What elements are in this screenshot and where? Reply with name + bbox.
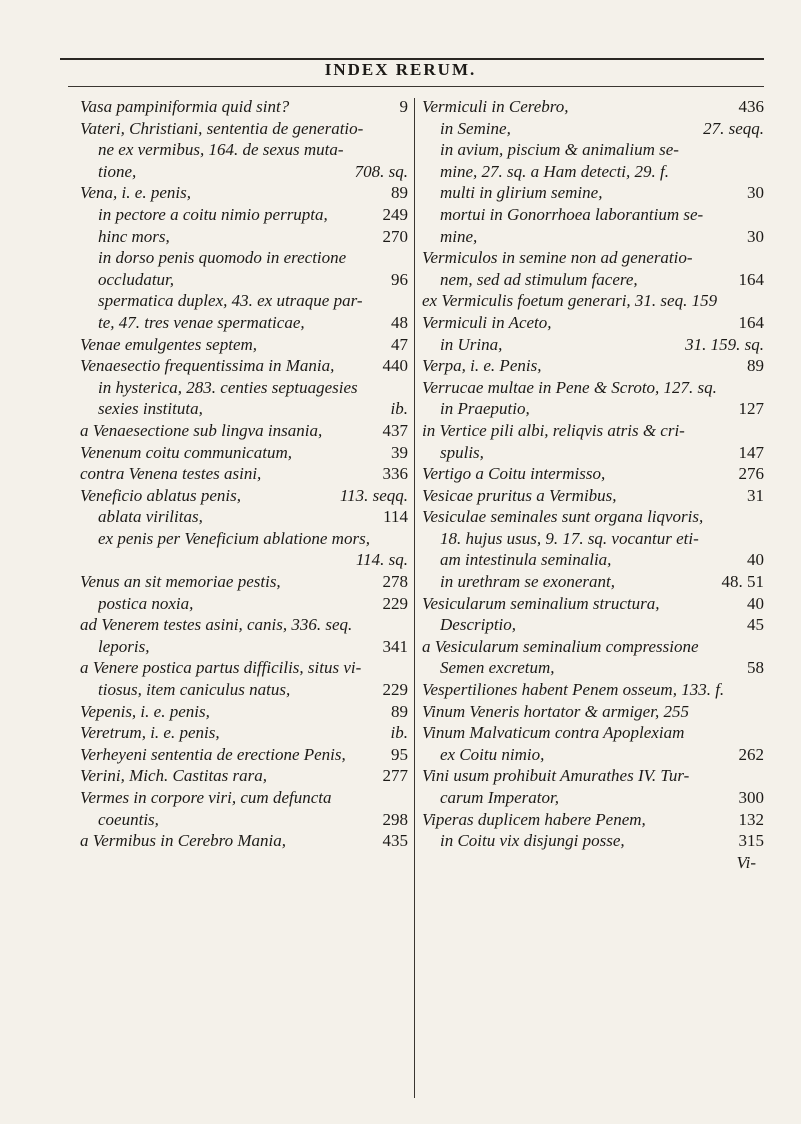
entry-text: contra Venena testes asini, bbox=[80, 464, 262, 484]
running-header: INDEX RERUM. bbox=[324, 60, 477, 79]
entry-text: postica noxia, bbox=[98, 593, 194, 613]
entry-text: Vasa pampiniformia quid sint? bbox=[80, 97, 290, 116]
entry-text: ex Coitu nimio, bbox=[440, 744, 545, 764]
index-entry bbox=[422, 269, 764, 291]
index-entry bbox=[422, 593, 764, 615]
index-entry bbox=[80, 657, 408, 679]
entry-text: ex Vermiculis foetum generari, 31. seq. 159 bbox=[422, 291, 718, 311]
entry-page: 30 bbox=[747, 226, 764, 246]
entry-page: 30 bbox=[747, 183, 764, 203]
entry-page: 277 bbox=[382, 766, 408, 786]
entry-text: Vepenis, i. e. penis, bbox=[80, 701, 210, 721]
index-column-right bbox=[422, 96, 764, 873]
entry-text: a Venere postica partus difficilis, situs vi- bbox=[80, 658, 362, 678]
entry-text: in hysterica, 283. centies septuagesies bbox=[98, 377, 358, 397]
entry-page: 276 bbox=[738, 464, 764, 484]
entry-text: Vena, i. e. penis, bbox=[80, 183, 191, 203]
index-entry bbox=[80, 636, 408, 658]
index-entry bbox=[422, 787, 764, 809]
entry-text: ad Venerem testes asini, canis, 336. seq. bbox=[80, 615, 353, 635]
entry-text: te, 47. tres venae spermaticae, bbox=[98, 312, 305, 332]
entry-page: 708. sq. bbox=[354, 161, 408, 181]
entry-text: Vermiculos in semine non ad generatio- bbox=[422, 248, 693, 268]
index-entry bbox=[80, 614, 408, 636]
index-entry bbox=[80, 118, 408, 140]
entry-text: in Vertice pili albi, reliqvis atris & cri- bbox=[422, 420, 685, 440]
index-entry bbox=[80, 204, 408, 226]
index-entry bbox=[80, 549, 408, 571]
entry-text: occludatur, bbox=[98, 269, 175, 289]
entry-text: hinc mors, bbox=[98, 226, 170, 246]
index-entry bbox=[80, 420, 408, 442]
entry-text: in dorso penis quomodo in erectione bbox=[98, 248, 347, 268]
entry-page: 229 bbox=[382, 593, 408, 613]
index-entry bbox=[422, 420, 764, 442]
entry-text: 18. hujus usus, 9. 17. sq. vocantur eti- bbox=[440, 528, 699, 548]
index-entry bbox=[80, 226, 408, 248]
index-entry bbox=[80, 722, 408, 744]
index-entry bbox=[80, 787, 408, 809]
entry-text: Verpa, i. e. Penis, bbox=[422, 356, 542, 376]
index-entry bbox=[422, 506, 764, 528]
index-entry bbox=[80, 571, 408, 593]
entry-text: coeuntis, bbox=[98, 809, 159, 829]
index-entry bbox=[80, 744, 408, 766]
entry-text: Semen excretum, bbox=[440, 658, 555, 678]
entry-page: 39 bbox=[391, 442, 408, 462]
index-entry bbox=[422, 442, 764, 464]
index-entry bbox=[422, 139, 764, 161]
entry-text: Veretrum, i. e. penis, bbox=[80, 723, 220, 743]
entry-text: Vermiculi in Aceto, bbox=[422, 312, 552, 332]
index-entry bbox=[80, 765, 408, 787]
entry-page: 437 bbox=[382, 420, 408, 440]
index-entry bbox=[422, 571, 764, 593]
entry-page: 113. seqq. bbox=[339, 485, 408, 505]
entry-text: Verini, Mich. Castitas rara, bbox=[80, 766, 268, 786]
entry-text: leporis, bbox=[98, 636, 150, 656]
index-entry bbox=[80, 830, 408, 852]
entry-page: 164 bbox=[738, 312, 764, 332]
entry-text: mine, 27. sq. a Ham detecti, 29. f. bbox=[440, 161, 669, 181]
index-entry bbox=[80, 334, 408, 356]
entry-page: 315 bbox=[738, 831, 764, 851]
index-entry bbox=[422, 226, 764, 248]
entry-text: Vesicae pruritus a Vermibus, bbox=[422, 485, 617, 505]
entry-page: 89 bbox=[747, 356, 764, 376]
index-entry bbox=[80, 161, 408, 183]
index-entry bbox=[422, 852, 764, 874]
entry-text: Vinum Malvaticum contra Apoplexiam bbox=[422, 723, 685, 743]
entry-text: Verrucae multae in Pene & Scroto, 127. sq. bbox=[422, 377, 717, 397]
index-entry bbox=[422, 355, 764, 377]
entry-text: Vertigo a Coitu intermisso, bbox=[422, 464, 606, 484]
entry-text: am intestinula seminalia, bbox=[440, 550, 612, 570]
entry-page: 9 bbox=[399, 97, 408, 116]
index-entry bbox=[80, 290, 408, 312]
entry-page: 89 bbox=[391, 183, 408, 203]
index-column-left bbox=[80, 96, 408, 852]
index-entry bbox=[422, 744, 764, 766]
entry-text: Descriptio, bbox=[440, 615, 517, 635]
index-entry bbox=[80, 247, 408, 269]
entry-text: nem, sed ad stimulum facere, bbox=[440, 269, 638, 289]
entry-page: 132 bbox=[738, 809, 764, 829]
entry-page: 27. seqq. bbox=[703, 118, 764, 138]
column-divider bbox=[414, 98, 415, 1098]
entry-page: 278 bbox=[382, 572, 408, 592]
entry-text: ex penis per Veneficium ablatione mors, bbox=[98, 528, 370, 548]
index-entry bbox=[422, 118, 764, 140]
entry-text: Venaesectio frequentissima in Mania, bbox=[80, 356, 335, 376]
entry-page: 40 bbox=[747, 593, 764, 613]
entry-text: Viperas duplicem habere Penem, bbox=[422, 809, 646, 829]
index-entry bbox=[80, 96, 408, 118]
index-entry bbox=[80, 528, 408, 550]
entry-text: ne ex vermibus, 164. de sexus muta- bbox=[98, 140, 344, 160]
entry-text: Veneficio ablatus penis, bbox=[80, 485, 242, 505]
index-entry bbox=[80, 506, 408, 528]
entry-page: 89 bbox=[391, 701, 408, 721]
index-entry bbox=[80, 398, 408, 420]
entry-page: 164 bbox=[738, 269, 764, 289]
entry-page: 58 bbox=[747, 658, 764, 678]
entry-page: 40 bbox=[747, 550, 764, 570]
entry-page: 48. 51 bbox=[721, 572, 764, 592]
index-entry bbox=[422, 463, 764, 485]
entry-page: 436 bbox=[738, 97, 764, 116]
index-entry bbox=[422, 290, 764, 312]
entry-text: Venus an sit memoriae pestis, bbox=[80, 572, 281, 592]
entry-page: 95 bbox=[391, 744, 408, 764]
entry-text: Vinum Veneris hortator & armiger, 255 bbox=[422, 701, 689, 721]
entry-text: Vesicularum seminalium structura, bbox=[422, 593, 660, 613]
entry-text: a Venaesectione sub lingva insania, bbox=[80, 420, 323, 440]
index-entry bbox=[80, 593, 408, 615]
header-rule bbox=[68, 86, 764, 87]
entry-page: 96 bbox=[391, 269, 408, 289]
index-entry bbox=[422, 830, 764, 852]
index-entry bbox=[422, 614, 764, 636]
entry-text: Verheyeni sententia de erectione Penis, bbox=[80, 744, 346, 764]
entry-text: multi in glirium semine, bbox=[440, 183, 603, 203]
index-entry bbox=[422, 657, 764, 679]
index-entry bbox=[422, 398, 764, 420]
entry-text: in Coitu vix disjungi posse, bbox=[440, 831, 625, 851]
entry-page: 127 bbox=[738, 399, 764, 419]
index-entry bbox=[422, 765, 764, 787]
entry-text: in Praeputio, bbox=[440, 399, 530, 419]
index-entry bbox=[80, 809, 408, 831]
index-entry bbox=[80, 139, 408, 161]
index-entry bbox=[80, 377, 408, 399]
entry-page: 341 bbox=[382, 636, 408, 656]
entry-text: Vesiculae seminales sunt organa liqvoris, bbox=[422, 507, 704, 527]
entry-page: 47 bbox=[391, 334, 408, 354]
entry-text: in pectore a coitu nimio perrupta, bbox=[98, 204, 328, 224]
index-entry bbox=[422, 636, 764, 658]
entry-text: a Vermibus in Cerebro Mania, bbox=[80, 831, 287, 851]
entry-page: 262 bbox=[738, 744, 764, 764]
index-entry bbox=[80, 485, 408, 507]
entry-text: Vermiculi in Cerebro, bbox=[422, 97, 569, 116]
entry-page: 298 bbox=[382, 809, 408, 829]
index-entry bbox=[422, 96, 764, 118]
index-entry bbox=[422, 528, 764, 550]
entry-text: carum Imperator, bbox=[440, 788, 559, 807]
index-entry bbox=[80, 442, 408, 464]
entry-text: Venae emulgentes septem, bbox=[80, 334, 258, 354]
entry-page: 229 bbox=[382, 680, 408, 700]
entry-text: Venenum coitu communicatum, bbox=[80, 442, 292, 462]
entry-page: 249 bbox=[382, 204, 408, 224]
index-entry bbox=[422, 204, 764, 226]
index-entry bbox=[422, 701, 764, 723]
index-entry bbox=[80, 701, 408, 723]
index-entry bbox=[422, 549, 764, 571]
index-entry bbox=[422, 182, 764, 204]
entry-page: 31. 159. sq. bbox=[685, 334, 764, 354]
entry-text: Vespertiliones habent Penem osseum, 133. f. bbox=[422, 680, 725, 700]
entry-text: spulis, bbox=[440, 442, 484, 462]
index-entry bbox=[422, 334, 764, 356]
entry-page: 45 bbox=[747, 615, 764, 635]
entry-page: ib. bbox=[390, 723, 408, 743]
entry-text: in avium, piscium & animalium se- bbox=[440, 140, 679, 160]
entry-text: Vi- bbox=[736, 852, 756, 872]
entry-text: Vermes in corpore viri, cum defuncta bbox=[80, 788, 332, 807]
entry-page: 270 bbox=[382, 226, 408, 246]
entry-text: Vateri, Christiani, sententia de generatio- bbox=[80, 118, 364, 138]
index-entry bbox=[80, 312, 408, 334]
index-entry bbox=[422, 485, 764, 507]
entry-page: 300 bbox=[738, 788, 764, 807]
entry-text: a Vesicularum seminalium compressione bbox=[422, 636, 699, 656]
index-entry bbox=[80, 269, 408, 291]
index-entry bbox=[422, 312, 764, 334]
index-entry bbox=[80, 355, 408, 377]
index-entry bbox=[422, 377, 764, 399]
entry-text: spermatica duplex, 43. ex utraque par- bbox=[98, 291, 363, 311]
entry-text: ablata virilitas, bbox=[98, 507, 203, 527]
entry-text: in Urina, bbox=[440, 334, 503, 354]
entry-text: in urethram se exonerant, bbox=[440, 572, 616, 592]
entry-page: ib. bbox=[390, 399, 408, 419]
entry-text: in Semine, bbox=[440, 118, 511, 138]
index-entry bbox=[80, 182, 408, 204]
entry-page: 114. sq. bbox=[355, 550, 408, 570]
index-entry bbox=[80, 463, 408, 485]
index-entry bbox=[80, 679, 408, 701]
entry-text: sexies instituta, bbox=[98, 399, 203, 419]
entry-page: 147 bbox=[738, 442, 764, 462]
entry-page: 440 bbox=[382, 356, 408, 376]
index-entry bbox=[422, 809, 764, 831]
index-entry bbox=[422, 247, 764, 269]
index-entry bbox=[422, 161, 764, 183]
entry-text: mine, bbox=[440, 226, 478, 246]
entry-text: Vini usum prohibuit Amurathes IV. Tur- bbox=[422, 766, 690, 786]
entry-page: 31 bbox=[747, 485, 764, 505]
entry-text: tiosus, item caniculus natus, bbox=[98, 680, 291, 700]
entry-page: 114 bbox=[383, 507, 408, 527]
index-entry bbox=[422, 679, 764, 701]
index-entry bbox=[422, 722, 764, 744]
entry-text: mortui in Gonorrhoea laborantium se- bbox=[440, 204, 704, 224]
entry-page: 435 bbox=[382, 831, 408, 851]
entry-page: 336 bbox=[382, 464, 408, 484]
entry-page: 48 bbox=[391, 312, 408, 332]
entry-text: tione, bbox=[98, 161, 137, 181]
